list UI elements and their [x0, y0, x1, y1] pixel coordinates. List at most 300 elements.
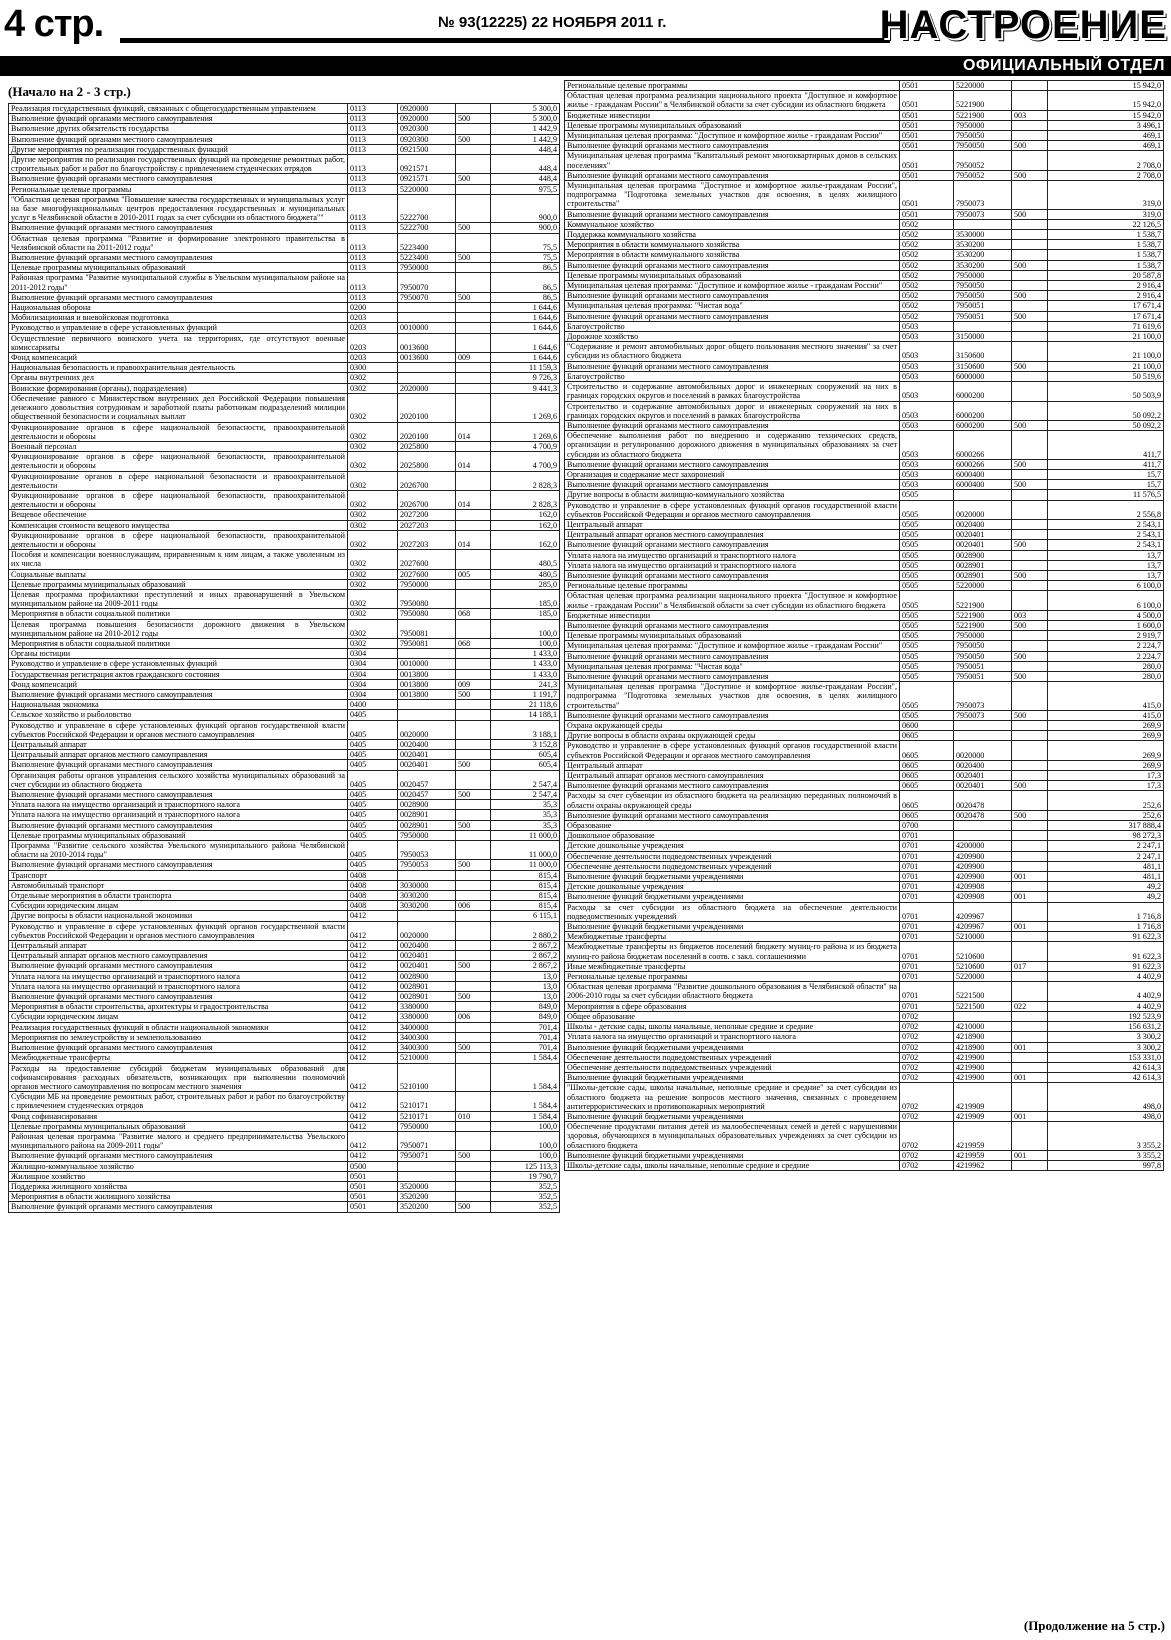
row-expense-type: [1012, 250, 1048, 260]
table-row: [9, 184, 560, 194]
row-amount: 3 188,1: [491, 720, 560, 739]
row-amount: 2 867,2: [491, 941, 560, 951]
row-name: Областная целевая программа "Развитие и формирование электронного правительства в Челябинской области на 2011-2012 годы": [9, 233, 348, 252]
table-row: [565, 301, 1164, 311]
table-row: [565, 1032, 1164, 1042]
row-amount: 19 790,7: [491, 1171, 560, 1181]
row-expense-type: [456, 393, 491, 422]
row-section-code: 0505: [900, 682, 954, 711]
row-amount: 13,0: [491, 971, 560, 981]
row-expense-type: [1012, 682, 1048, 711]
row-target-article: [398, 700, 456, 710]
table-row: [565, 311, 1164, 321]
row-amount: 1 538,7: [1048, 260, 1164, 270]
row-name: Мероприятия в области жилищного хозяйства: [9, 1192, 348, 1202]
row-section-code: 0701: [900, 961, 954, 971]
row-section-code: 0113: [348, 233, 398, 252]
row-name: Дорожное хозяйство: [565, 332, 900, 342]
row-section-code: 0502: [900, 281, 954, 291]
table-row: [9, 941, 560, 951]
row-amount: 15,7: [1048, 469, 1164, 479]
row-target-article: 0920300: [398, 134, 456, 144]
row-target-article: 0020400: [398, 740, 456, 750]
row-target-article: 0921571: [398, 174, 456, 184]
issue-date: № 93(12225) 22 НОЯБРЯ 2011 г.: [430, 14, 674, 31]
row-name: Выполнение функций органами местного самоуправления: [9, 689, 348, 699]
row-amount: 100,0: [491, 619, 560, 638]
row-section-code: 0505: [900, 540, 954, 550]
row-amount: 71 619,6: [1048, 321, 1164, 331]
row-expense-type: [1012, 240, 1048, 250]
row-name: Мероприятия в области строительства, архитектуры и градостроительства: [9, 1002, 348, 1012]
row-name: Выполнение функций органами местного самоуправления: [565, 540, 900, 550]
row-section-code: 0503: [900, 431, 954, 460]
row-name: Муниципальная целевая программа: "Доступное и комфортное жилье - гражданам России": [565, 281, 900, 291]
table-row: [565, 560, 1164, 570]
row-expense-type: [1012, 469, 1048, 479]
row-amount: 75,5: [491, 253, 560, 263]
table-row: [565, 181, 1164, 210]
row-target-article: 3150600: [954, 361, 1012, 371]
row-name: Органы юстиции: [9, 649, 348, 659]
row-target-article: 5210171: [398, 1111, 456, 1121]
table-row: [9, 880, 560, 890]
row-section-code: 0702: [900, 1111, 954, 1121]
row-name: Целевые программы муниципальных образований: [9, 1121, 348, 1131]
row-name: Другие мероприятия по реализации государственных функций на проведение ремонтных работ, строительных работ и работ по благоустройству с привлечением студенческих отрядов: [9, 155, 348, 174]
row-expense-type: 014: [456, 452, 491, 471]
row-section-code: 0405: [348, 750, 398, 760]
row-amount: 269,9: [1048, 741, 1164, 760]
department-label: ОФИЦИАЛЬНЫЙ ОТДЕЛ: [962, 57, 1165, 74]
row-name: Выполнение функций бюджетными учреждениями: [565, 872, 900, 882]
row-target-article: [954, 731, 1012, 741]
row-target-article: 0920300: [398, 124, 456, 134]
row-amount: 997,8: [1048, 1160, 1164, 1170]
row-section-code: 0505: [900, 631, 954, 641]
table-row: [565, 791, 1164, 810]
continued-from-note: (Начало на 2 - 3 стр.): [8, 84, 131, 99]
row-target-article: 0010000: [398, 659, 456, 669]
row-amount: 352,5: [491, 1181, 560, 1191]
table-row: [565, 291, 1164, 301]
row-amount: 50 503,9: [1048, 382, 1164, 401]
row-expense-type: 500: [1012, 141, 1048, 151]
row-expense-type: 001: [1012, 1073, 1048, 1083]
left-column: [8, 103, 559, 1213]
row-name: Обеспечение деятельности подведомственных учреждений: [565, 1062, 900, 1072]
table-row: [9, 233, 560, 252]
row-target-article: 0013800: [398, 669, 456, 679]
row-target-article: 0020401: [398, 951, 456, 961]
row-amount: 1 584,4: [491, 1092, 560, 1111]
row-expense-type: [456, 659, 491, 669]
row-amount: 415,0: [1048, 710, 1164, 720]
row-section-code: 0505: [900, 530, 954, 540]
row-target-article: 0028900: [398, 971, 456, 981]
row-expense-type: [456, 273, 491, 292]
row-expense-type: [1012, 550, 1048, 560]
row-target-article: 4219909: [954, 1111, 1012, 1121]
row-target-article: [954, 490, 1012, 500]
row-expense-type: [1012, 371, 1048, 381]
row-expense-type: [1012, 641, 1048, 651]
row-amount: 241,3: [491, 679, 560, 689]
row-name: Уплата налога на имущество организаций и транспортного налога: [565, 560, 900, 570]
row-expense-type: 500: [1012, 810, 1048, 820]
row-target-article: 0020401: [954, 540, 1012, 550]
table-row: [9, 1063, 560, 1092]
row-amount: 415,0: [1048, 682, 1164, 711]
row-expense-type: 500: [1012, 170, 1048, 180]
row-amount: 2 247,1: [1048, 841, 1164, 851]
row-name: Уплата налога на имущество организаций и транспортного налога: [9, 981, 348, 991]
row-target-article: 3380000: [398, 1012, 456, 1022]
row-section-code: 0702: [900, 1160, 954, 1170]
row-expense-type: 500: [1012, 710, 1048, 720]
table-row: [9, 263, 560, 273]
row-name: Руководство и управление в сфере установленных функций органов государственной власти субъектов Российской Федерации и органов местного самоуправления: [565, 741, 900, 760]
row-amount: 35,3: [491, 820, 560, 830]
row-amount: 153 331,0: [1048, 1052, 1164, 1062]
table-row: [565, 550, 1164, 560]
table-row: [9, 1171, 560, 1181]
row-name: Региональные целевые программы: [9, 184, 348, 194]
row-target-article: 2020100: [398, 393, 456, 422]
row-expense-type: [456, 510, 491, 520]
row-expense-type: 500: [456, 174, 491, 184]
row-amount: 317 888,4: [1048, 821, 1164, 831]
row-expense-type: [1012, 1032, 1048, 1042]
row-amount: 86,5: [491, 292, 560, 302]
table-row: [565, 1062, 1164, 1072]
row-target-article: 5210000: [398, 1053, 456, 1063]
row-section-code: 0400: [348, 700, 398, 710]
row-expense-type: [456, 720, 491, 739]
row-expense-type: [456, 830, 491, 840]
budget-table-left: [8, 103, 560, 1213]
row-name: Детские дошкольные учреждения: [565, 841, 900, 851]
row-target-article: 0028900: [954, 550, 1012, 560]
row-amount: 1 584,4: [491, 1111, 560, 1121]
row-section-code: 0405: [348, 800, 398, 810]
row-section-code: 0505: [900, 581, 954, 591]
row-amount: 35,3: [491, 810, 560, 820]
row-amount: 1 442,9: [491, 134, 560, 144]
row-name: Целевые программы муниципальных образований: [565, 120, 900, 130]
row-target-article: 5221900: [954, 110, 1012, 120]
table-row: [9, 383, 560, 393]
row-expense-type: [1012, 821, 1048, 831]
row-target-article: 7950073: [954, 710, 1012, 720]
row-expense-type: [456, 951, 491, 961]
row-section-code: 0412: [348, 951, 398, 961]
row-amount: 50 519,6: [1048, 371, 1164, 381]
row-section-code: 0503: [900, 420, 954, 430]
row-target-article: 2025800: [398, 441, 456, 451]
row-amount: 2 247,1: [1048, 851, 1164, 861]
row-name: Организация работы органов управления сельского хозяйства муниципальных образований за счет субсидии из областного бюджета: [9, 770, 348, 789]
table-row: [9, 520, 560, 530]
row-target-article: 4209900: [954, 851, 1012, 861]
row-name: Выполнение функций органами местного самоуправления: [565, 620, 900, 630]
row-expense-type: 500: [1012, 459, 1048, 469]
row-name: Региональные целевые программы: [565, 581, 900, 591]
table-row: [9, 810, 560, 820]
row-section-code: 0405: [348, 810, 398, 820]
table-row: [9, 194, 560, 223]
row-name: Руководство и управление в сфере установленных функций органов государственной власти субъектов Российской Федерации и органов местного самоуправления: [9, 921, 348, 940]
row-expense-type: [1012, 841, 1048, 851]
row-amount: 21 100,0: [1048, 332, 1164, 342]
row-expense-type: 006: [456, 1012, 491, 1022]
table-row: [9, 134, 560, 144]
row-section-code: 0702: [900, 1052, 954, 1062]
row-section-code: 0701: [900, 982, 954, 1001]
row-amount: 2 543,1: [1048, 519, 1164, 529]
row-target-article: [398, 1161, 456, 1171]
table-row: [9, 323, 560, 333]
row-target-article: 2025800: [398, 452, 456, 471]
row-target-article: [398, 710, 456, 720]
row-target-article: 0020478: [954, 791, 1012, 810]
row-section-code: 0405: [348, 770, 398, 789]
row-target-article: 5221900: [954, 610, 1012, 620]
table-row: [565, 151, 1164, 170]
row-name: Отдельные мероприятия в области транспорта: [9, 891, 348, 901]
row-section-code: 0412: [348, 992, 398, 1002]
row-amount: 21 118,6: [491, 700, 560, 710]
row-target-article: 3530200: [954, 260, 1012, 270]
row-target-article: 5210600: [954, 961, 1012, 971]
row-amount: 11 000,0: [491, 860, 560, 870]
row-section-code: 0505: [900, 651, 954, 661]
table-row: [565, 721, 1164, 731]
row-amount: 481,1: [1048, 861, 1164, 871]
row-target-article: 0028901: [398, 981, 456, 991]
row-target-article: [954, 821, 1012, 831]
row-amount: 4 500,0: [1048, 610, 1164, 620]
row-target-article: [954, 721, 1012, 731]
row-amount: 352,5: [491, 1192, 560, 1202]
table-row: [565, 872, 1164, 882]
row-expense-type: 001: [1012, 1042, 1048, 1052]
row-name: Реализация государственных функций в области национальной экономики: [9, 1022, 348, 1032]
row-target-article: 2026700: [398, 471, 456, 490]
table-row: [9, 911, 560, 921]
row-section-code: 0605: [900, 760, 954, 770]
row-section-code: 0405: [348, 820, 398, 830]
row-target-article: 0020000: [398, 720, 456, 739]
row-expense-type: [456, 303, 491, 313]
table-row: [565, 281, 1164, 291]
row-target-article: 0013800: [398, 679, 456, 689]
row-section-code: 0203: [348, 323, 398, 333]
row-target-article: 5221900: [954, 620, 1012, 630]
row-amount: 900,0: [491, 223, 560, 233]
row-name: Центральный аппарат органов местного самоуправления: [9, 951, 348, 961]
row-name: Функционирование органов в сфере национальной безопасности, правоохранительной деятельности и обороны: [9, 422, 348, 441]
row-target-article: [398, 373, 456, 383]
row-amount: 17,3: [1048, 781, 1164, 791]
row-amount: 13,0: [491, 992, 560, 1002]
row-amount: 2 916,4: [1048, 281, 1164, 291]
row-section-code: 0701: [900, 922, 954, 932]
row-name: Целевая программа профилактики преступлений и иных правонарушений в Увельском муниципальном районе на 2009-2011 годы: [9, 589, 348, 608]
row-section-code: 0701: [900, 841, 954, 851]
row-amount: 50 092,2: [1048, 420, 1164, 430]
row-expense-type: [456, 263, 491, 273]
row-target-article: 5223400: [398, 253, 456, 263]
row-target-article: 5221500: [954, 1001, 1012, 1011]
row-section-code: 0408: [348, 870, 398, 880]
row-section-code: 0702: [900, 1022, 954, 1032]
row-amount: 14 188,1: [491, 710, 560, 720]
table-row: [565, 540, 1164, 550]
row-name: Выполнение функций органами местного самоуправления: [9, 790, 348, 800]
row-name: Областная целевая программа реализации национального проекта "Доступное и комфортное жилье - гражданам России" в Челябинской области за счет субсидии из областного бюджета: [565, 91, 900, 110]
row-name: "Содержание и ремонт автомобильных дорог общего пользования местного значения" за счет субсидии из областного бюджета: [565, 342, 900, 361]
row-target-article: 5210000: [954, 932, 1012, 942]
row-amount: 17,3: [1048, 771, 1164, 781]
table-row: [9, 981, 560, 991]
row-amount: 605,4: [491, 760, 560, 770]
row-amount: 15 942,0: [1048, 91, 1164, 110]
row-section-code: 0302: [348, 638, 398, 648]
row-amount: 49,2: [1048, 892, 1164, 902]
row-section-code: 0302: [348, 383, 398, 393]
row-name: Расходы за счет субвенции из областного бюджета на реализацию переданных полномочий в области охраны окружающей среды: [565, 791, 900, 810]
row-section-code: 0304: [348, 669, 398, 679]
row-expense-type: [456, 1161, 491, 1171]
row-amount: 2 547,4: [491, 770, 560, 789]
table-row: [565, 882, 1164, 892]
row-target-article: 7950050: [954, 131, 1012, 141]
row-name: Пособия и компенсации военнослужащим, приравненным к ним лицам, а также уволенным из их числа: [9, 550, 348, 569]
row-expense-type: [1012, 490, 1048, 500]
row-expense-type: [456, 700, 491, 710]
row-section-code: 0502: [900, 219, 954, 229]
row-section-code: 0113: [348, 144, 398, 154]
row-target-article: 3400000: [398, 1022, 456, 1032]
table-row: [565, 902, 1164, 921]
row-expense-type: [456, 1063, 491, 1092]
row-section-code: 0502: [900, 260, 954, 270]
row-target-article: 3030200: [398, 891, 456, 901]
row-expense-type: 001: [1012, 1150, 1048, 1160]
row-target-article: 7950073: [954, 181, 1012, 210]
table-row: [9, 441, 560, 451]
row-name: Субсидии МБ на проведение ремонтных работ, строительных работ и работ по благоустройству с привлечением студенческих отрядов: [9, 1092, 348, 1111]
row-name: Образование: [565, 821, 900, 831]
row-section-code: 0701: [900, 942, 954, 961]
row-expense-type: [456, 971, 491, 981]
table-row: [9, 659, 560, 669]
row-amount: 469,1: [1048, 131, 1164, 141]
row-expense-type: 500: [456, 1043, 491, 1053]
row-target-article: 0020400: [954, 519, 1012, 529]
row-expense-type: 500: [1012, 781, 1048, 791]
row-section-code: 0302: [348, 441, 398, 451]
row-section-code: 0302: [348, 393, 398, 422]
row-name: Военный персонал: [9, 441, 348, 451]
table-row: [9, 530, 560, 549]
row-section-code: 0502: [900, 250, 954, 260]
row-expense-type: [1012, 741, 1048, 760]
row-target-article: 4209967: [954, 902, 1012, 921]
row-amount: 6 100,0: [1048, 591, 1164, 610]
table-row: [9, 800, 560, 810]
row-section-code: 0702: [900, 1122, 954, 1151]
row-expense-type: [1012, 1083, 1048, 1112]
row-name: Государственная регистрация актов гражданского состояния: [9, 669, 348, 679]
continued-to-note: (Продолжение на 5 стр.): [1023, 1618, 1165, 1633]
row-amount: 448,4: [491, 155, 560, 174]
row-name: Выполнение других обязательств государства: [9, 124, 348, 134]
row-amount: 91 622,3: [1048, 932, 1164, 942]
row-name: Межбюджетные трансферты из бюджетов поселений бюджету муниц-го района и из бюджета муниц-го района бюджетам поселений в соотв. с закл. соглашениями: [565, 942, 900, 961]
row-section-code: 0501: [348, 1202, 398, 1212]
table-row: [9, 891, 560, 901]
row-section-code: 0501: [900, 81, 954, 91]
row-section-code: 0113: [348, 134, 398, 144]
row-amount: 21 100,0: [1048, 342, 1164, 361]
row-target-article: 7950050: [954, 651, 1012, 661]
row-amount: 98 272,3: [1048, 831, 1164, 841]
table-row: [9, 750, 560, 760]
table-row: [565, 661, 1164, 671]
row-section-code: 0203: [348, 353, 398, 363]
row-name: Целевые программы муниципальных образований: [9, 579, 348, 589]
row-amount: 815,4: [491, 901, 560, 911]
row-amount: 1 644,6: [491, 323, 560, 333]
table-row: [565, 1160, 1164, 1170]
table-row: [565, 230, 1164, 240]
row-name: Центральный аппарат органов местного самоуправления: [565, 771, 900, 781]
row-target-article: 4219959: [954, 1122, 1012, 1151]
row-section-code: 0505: [900, 620, 954, 630]
row-expense-type: [1012, 1052, 1048, 1062]
table-row: [9, 223, 560, 233]
table-row: [565, 1022, 1164, 1032]
row-section-code: 0701: [900, 972, 954, 982]
table-row: [9, 710, 560, 720]
table-row: [9, 313, 560, 323]
row-target-article: 3400300: [398, 1043, 456, 1053]
row-section-code: 0200: [348, 303, 398, 313]
row-name: Коммунальное хозяйство: [565, 219, 900, 229]
row-target-article: 0020401: [954, 781, 1012, 791]
table-row: [565, 490, 1164, 500]
row-section-code: 0605: [900, 771, 954, 781]
table-row: [9, 1192, 560, 1202]
table-row: [9, 830, 560, 840]
row-amount: 2 828,3: [491, 490, 560, 509]
row-target-article: 4219900: [954, 1052, 1012, 1062]
row-name: Центральный аппарат органов местного самоуправления: [565, 530, 900, 540]
row-expense-type: [456, 1092, 491, 1111]
row-expense-type: [456, 770, 491, 789]
row-amount: 185,0: [491, 589, 560, 608]
row-target-article: 0020401: [398, 961, 456, 971]
row-target-article: 5220000: [954, 81, 1012, 91]
row-amount: 2 828,3: [491, 471, 560, 490]
row-section-code: 0302: [348, 609, 398, 619]
row-amount: 192 523,9: [1048, 1011, 1164, 1021]
row-expense-type: 500: [456, 820, 491, 830]
row-amount: 1 584,4: [491, 1053, 560, 1063]
row-target-article: 7950000: [954, 270, 1012, 280]
